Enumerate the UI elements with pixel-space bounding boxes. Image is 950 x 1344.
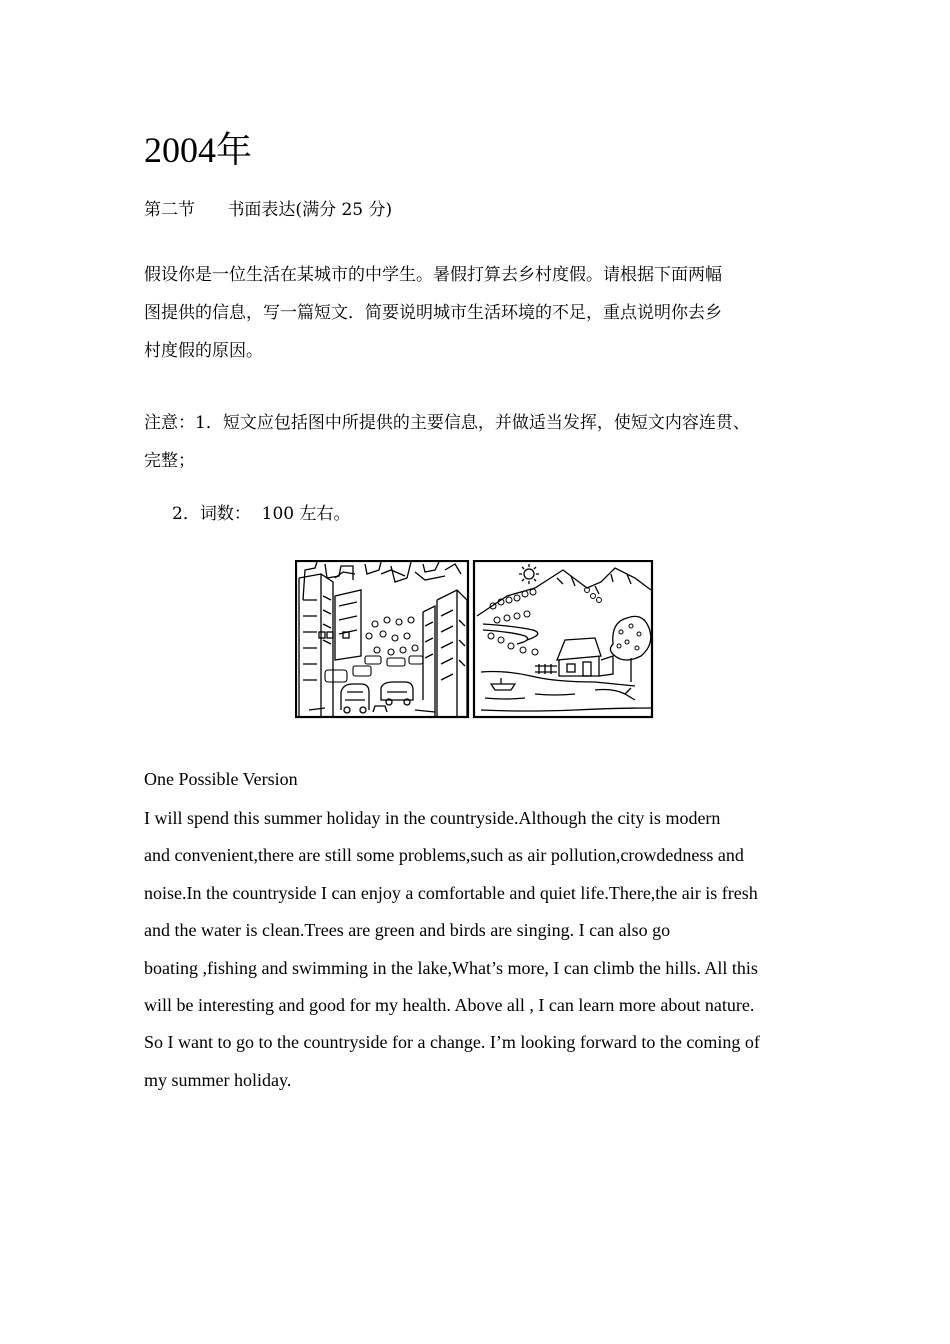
writing-prompt <box>144 256 824 370</box>
essay-line: noise.In the countryside I can enjoy a comfortable and quiet life.There,the air is fresh <box>144 882 758 903</box>
note-line: 完整； <box>144 451 195 471</box>
prompt-line: 假设你是一位生活在某城市的中学生。暑假打算去乡村度假。请根据下面两幅 <box>144 265 722 285</box>
version-title: One Possible Version <box>144 769 298 789</box>
essay-line: So I want to go to the countryside for a change. I’m looking forward to the coming of <box>144 1032 760 1053</box>
note-2: 2．词数： 100 左右。 <box>172 504 351 524</box>
essay-line: will be interesting and good for my health. Above all , I can learn more about nature. <box>144 995 755 1016</box>
section-label: 第二节 <box>144 200 195 220</box>
note-line: 注意：1．短文应包括图中所提供的主要信息，并做适当发挥，使短文内容连贯、 <box>144 413 750 433</box>
essay-line: and the water is clean.Trees are green and birds are singing. I can also go <box>144 920 671 941</box>
note-1 <box>144 404 834 480</box>
essay-line: boating ,fishing and swimming in the lake,What’s more, I can climb the hills. All this <box>144 957 758 978</box>
essay-body <box>144 800 824 1099</box>
prompt-line: 图提供的信息，写一篇短文．简要说明城市生活环境的不足，重点说明你去乡 <box>144 303 722 323</box>
section-header <box>144 198 392 222</box>
essay-line: I will spend this summer holiday in the countryside.Although the city is modern <box>144 808 721 828</box>
essay-line: and convenient,there are still some problems,such as air pollution,crowdedness and <box>144 845 744 866</box>
essay-line: my summer holiday. <box>144 1069 292 1090</box>
prompt-line: 村度假的原因。 <box>144 341 263 361</box>
year-heading: 2004年 <box>144 130 253 170</box>
comparison-illustration <box>295 560 655 720</box>
city-scene-panel <box>296 561 468 717</box>
section-title: 书面表达(满分 25 分) <box>227 200 393 220</box>
countryside-scene-panel <box>474 561 652 717</box>
